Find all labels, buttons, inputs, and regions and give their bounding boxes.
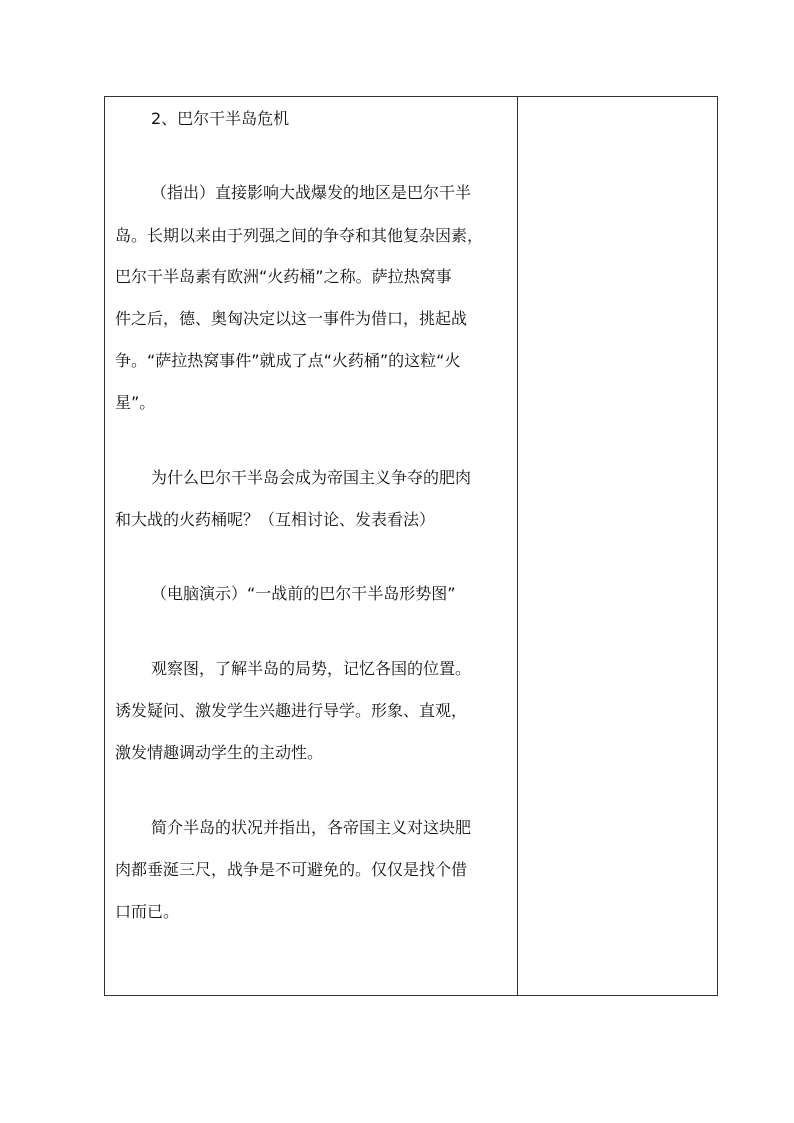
paragraph-1-line-4: 件之后，德、奥匈决定以这一事件为借口，挑起战	[115, 309, 468, 328]
paragraph-2-line-2: 和大战的火药桶呢？（互相讨论、发表看法）	[115, 510, 436, 529]
paragraph-3-line-1: （电脑演示）“一战前的巴尔干半岛形势图”	[151, 584, 456, 603]
paragraph-1-line-5: 争。“萨拉热窝事件”就成了点“火药桶”的这粒“火	[115, 351, 461, 370]
side-notes-cell	[518, 97, 717, 995]
section-heading: 2、巴尔干半岛危机	[151, 109, 290, 128]
paragraph-1-line-1: （指出）直接影响大战爆发的地区是巴尔干半	[151, 183, 472, 202]
paragraph-1-line-3: 巴尔干半岛素有欧洲“火药桶”之称。萨拉热窝事	[115, 267, 452, 286]
document-table	[104, 96, 718, 996]
main-content-cell	[105, 97, 518, 995]
paragraph-1-line-6: 星”。	[115, 393, 156, 412]
paragraph-4-line-1: 观察图，了解半岛的局势，记忆各国的位置。	[151, 659, 472, 678]
paragraph-4-line-2: 诱发疑问、激发学生兴趣进行导学。形象、直观，	[115, 701, 468, 720]
paragraph-5-line-1: 简介半岛的状况并指出，各帝国主义对这块肥	[151, 818, 472, 837]
paragraph-5-line-3: 口而已。	[115, 902, 180, 921]
paragraph-5-line-2: 肉都垂涎三尺，战争是不可避免的。仅仅是找个借	[115, 860, 468, 879]
paragraph-2-line-1: 为什么巴尔干半岛会成为帝国主义争夺的肥肉	[151, 468, 472, 487]
paragraph-1-line-2: 岛。长期以来由于列强之间的争夺和其他复杂因素，	[115, 226, 484, 245]
paragraph-4-line-3: 激发情趣调动学生的主动性。	[115, 743, 324, 762]
